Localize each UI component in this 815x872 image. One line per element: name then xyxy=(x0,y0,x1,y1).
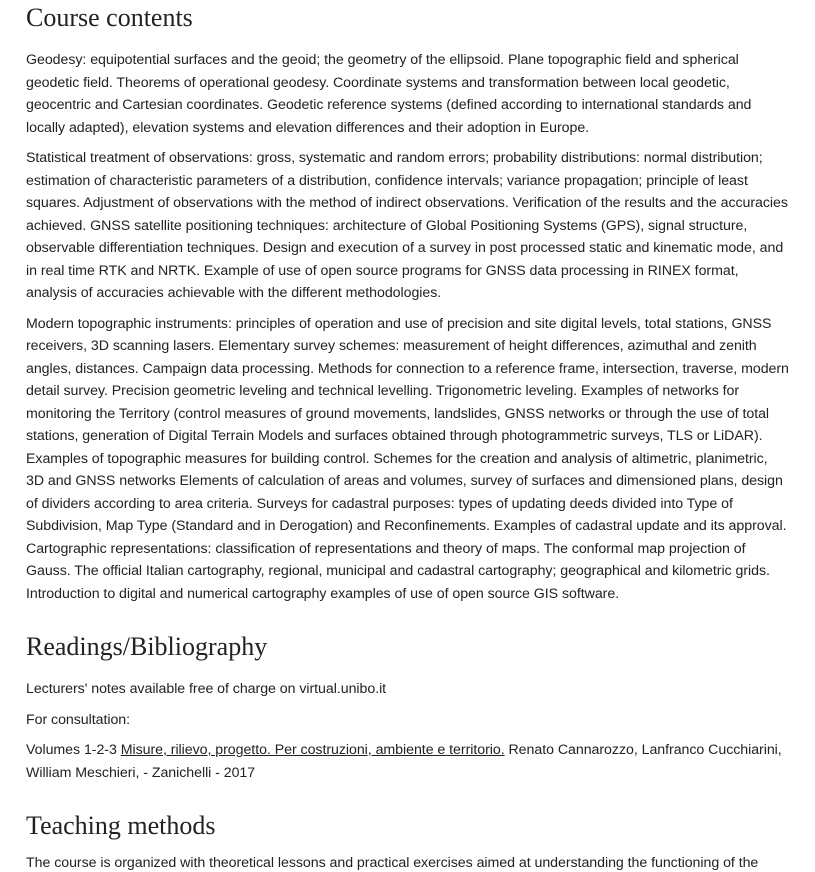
book-prefix: Volumes 1-2-3 xyxy=(26,742,121,758)
course-paragraph-instruments: Modern topographic instruments: principles of operation and use of precision and site digital levels, total stations, GNSS receivers, 3D scanning lasers. Elementary survey schemes: measurement of height differences, azimuthal and zenith angles, distances. Campaign data processing. Methods for connection to a reference frame, intersection, traverse, modern detail survey. Precision geometric leveling and technical levelling. Trigonometric leveling. Examples of networks for monitoring the Territory (control measures of ground movements, landslides, GNSS networks or through the use of total stations, generation of Digital Terrain Models and surfaces obtained through photogrammetric surveys, TLS or LiDAR). Examples of topographic measures for building control. Schemes for the creation and analysis of altimetric, planimetric, 3D and GNSS networks Elements of calculation of areas and volumes, survey of surfaces and dimensioned plans, design of dividers according to area criteria. Surveys for cadastral purposes: types of updating deeds divided into Type of Subdivision, Map Type (Standard and in Derogation) and Reconfinements. Examples of cadastral update and its approval. Cartographic representations: classification of representations and theory of maps. The conformal map projection of Gauss. The official Italian cartography, regional, municipal and cadastral cartography; geographical and kilometric grids. Introduction to digital and numerical cartography examples of use of open source GIS software. xyxy=(26,315,789,602)
teaching-text-clip xyxy=(26,852,789,872)
book-title-link[interactable]: Misure, rilievo, progetto. Per costruzioni, ambiente e territorio. xyxy=(120,742,505,758)
readings-book-entry xyxy=(26,739,789,784)
teaching-methods-heading: Teaching methods xyxy=(26,811,216,840)
readings-heading: Readings/Bibliography xyxy=(26,632,268,661)
course-contents-heading: Course contents xyxy=(26,3,193,32)
readings-consultation: For consultation: xyxy=(26,711,131,728)
teaching-first-line: The course is organized with theoretical lessons and practical exercises aimed at understanding the functioning of the xyxy=(26,855,759,871)
course-paragraph-statistics: Statistical treatment of observations: gross, systematic and random errors; probability distributions: normal distribution; estimation of characteristic parameters of a distribution, confidence intervals; variance propagation; principle of least squares. Adjustment of observations with the method of indirect observations. Verification of the results and the accuracies achieved. GNSS satellite positioning techniques: architecture of Global Positioning Systems (GPS), signal structure, observable differentiation techniques. Design and execution of a survey in post processed static and kinematic mode, and in real time RTK and NRTK. Example of use of open source programs for GNSS data processing in RINEX format, analysis of accuracies achievable with the different methodologies. xyxy=(26,150,788,301)
course-paragraph-geodesy: Geodesy: equipotential surfaces and the geoid; the geometry of the ellipsoid. Plane topographic field and spherical geodetic field. Theorems of operational geodesy. Coordinate systems and transformation between local geodetic, geocentric and Cartesian coordinates. Geodetic reference systems (defined according to international standards and locally adapted), elevation systems and elevation differences and their adoption in Europe. xyxy=(26,52,752,136)
readings-notes: Lecturers' notes available free of charge on virtual.unibo.it xyxy=(26,681,387,697)
book-authors: Renato Cannarozzo, Lanfranco Cucchiarini, William Meschieri, - Zanichelli - 2017 xyxy=(26,742,782,781)
